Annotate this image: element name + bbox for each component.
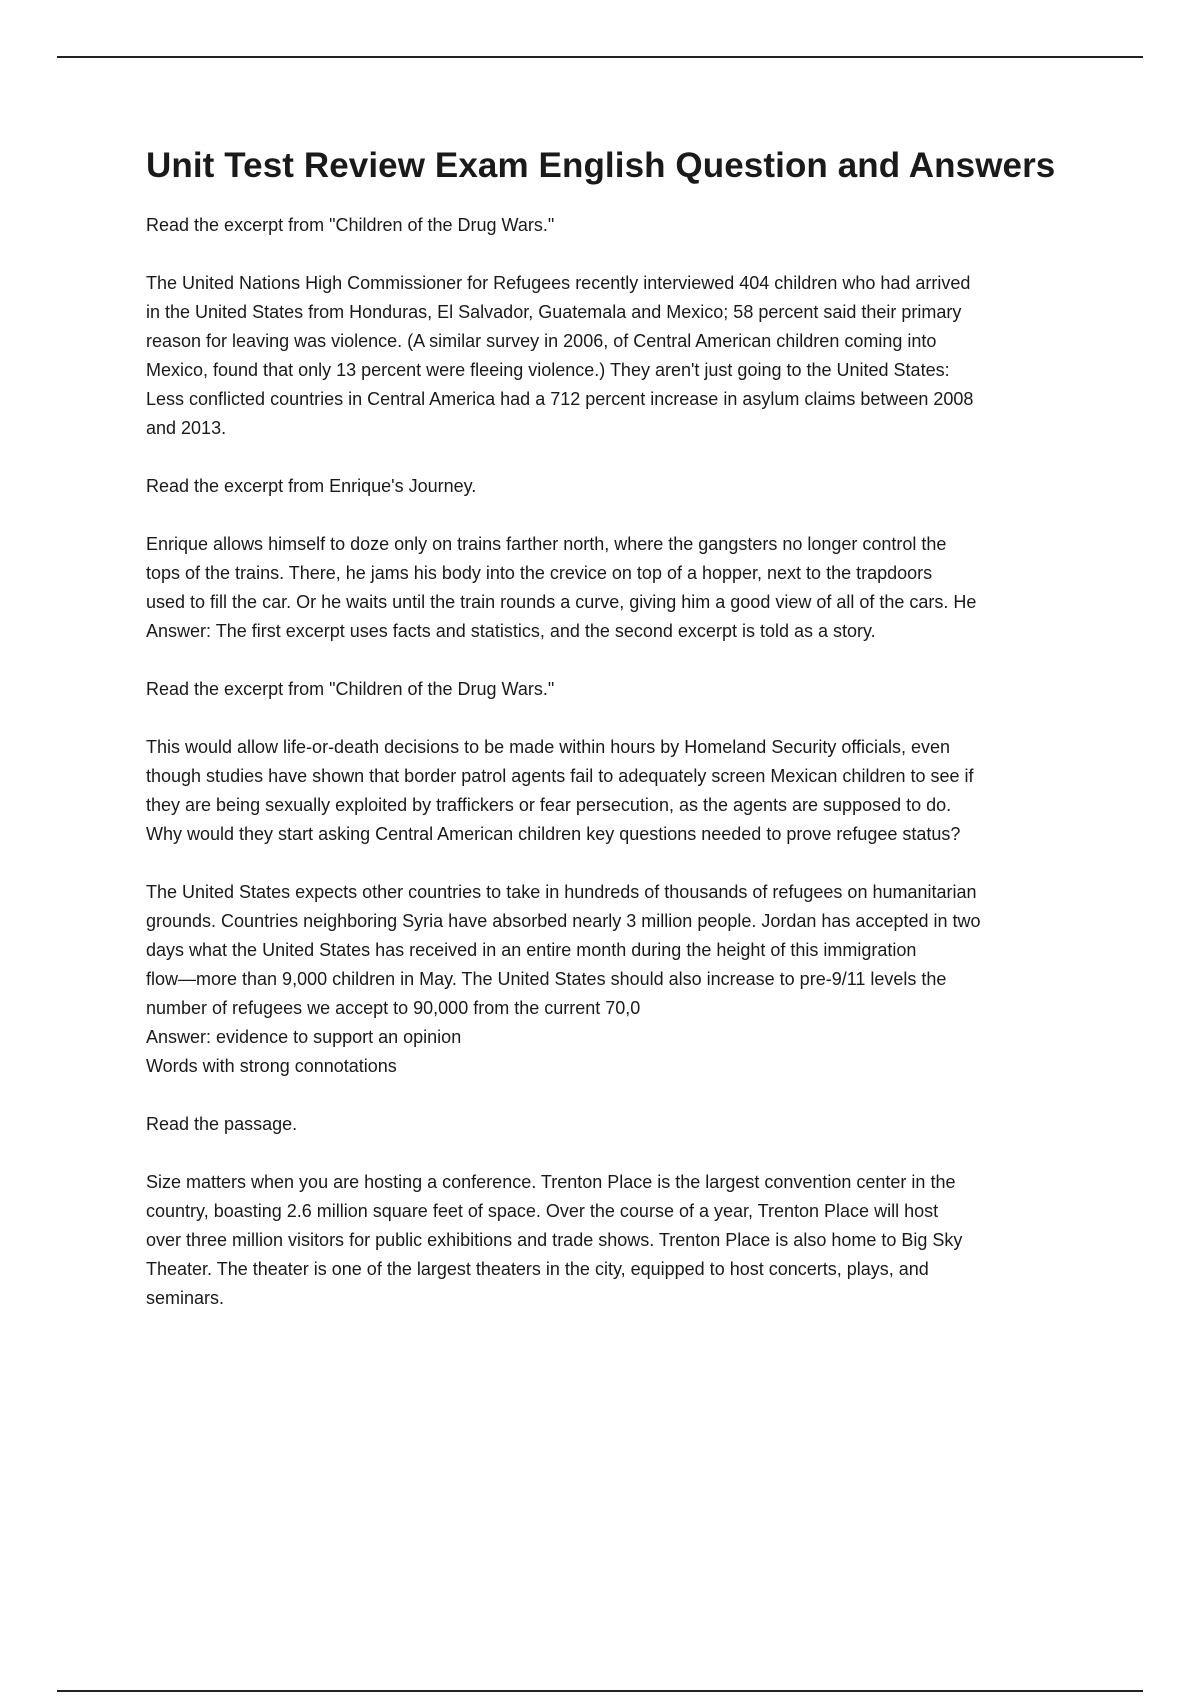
paragraph <box>146 878 1096 1081</box>
text-line: Answer: The first excerpt uses facts and statistics, and the second excerpt is told as a story. <box>146 621 876 641</box>
text-line: country, boasting 2.6 million square feet of space. Over the course of a year, Trenton Place will host <box>146 1201 939 1221</box>
text-line: tops of the trains. There, he jams his body into the crevice on top of a hopper, next to the trapdoors <box>146 563 933 583</box>
text-line: Enrique allows himself to doze only on trains farther north, where the gangsters no longer control the <box>146 534 947 554</box>
text-line: reason for leaving was violence. (A similar survey in 2006, of Central American children coming into <box>146 331 937 351</box>
paragraph <box>146 211 1096 240</box>
text-line: days what the United States has received in an entire month during the height of this immigration <box>146 940 917 960</box>
document-body <box>146 146 1096 1342</box>
text-line: used to fill the car. Or he waits until the train rounds a curve, giving him a good view of all of the cars. He <box>146 592 977 612</box>
paragraph <box>146 1110 1096 1139</box>
text-line: over three million visitors for public exhibitions and trade shows. Trenton Place is also home to Big Sky <box>146 1230 963 1250</box>
text-line: This would allow life-or-death decisions to be made within hours by Homeland Security officials, even <box>146 737 951 757</box>
top-rule <box>57 56 1143 58</box>
text-line: Words with strong connotations <box>146 1056 397 1076</box>
text-line: Read the excerpt from "Children of the Drug Wars." <box>146 679 555 699</box>
bottom-rule <box>57 1690 1143 1692</box>
text-line: though studies have shown that border patrol agents fail to adequately screen Mexican children to see if <box>146 766 974 786</box>
text-line: Theater. The theater is one of the largest theaters in the city, equipped to host concerts, plays, and <box>146 1259 929 1279</box>
text-line: flow—more than 9,000 children in May. The United States should also increase to pre-9/11 levels the <box>146 969 947 989</box>
paragraph <box>146 675 1096 704</box>
text-line: Read the excerpt from "Children of the Drug Wars." <box>146 215 555 235</box>
text-line: Size matters when you are hosting a conference. Trenton Place is the largest convention center in the <box>146 1172 956 1192</box>
text-line: Read the passage. <box>146 1114 298 1134</box>
text-line: Answer: evidence to support an opinion <box>146 1027 462 1047</box>
paragraph <box>146 472 1096 501</box>
paragraph <box>146 733 1096 849</box>
text-line: grounds. Countries neighboring Syria have absorbed nearly 3 million people. Jordan has accepted in two <box>146 911 981 931</box>
text-line: seminars. <box>146 1288 225 1308</box>
page-title: Unit Test Review Exam English Question and Answers <box>146 146 1056 185</box>
text-line: and 2013. <box>146 418 227 438</box>
text-line: in the United States from Honduras, El Salvador, Guatemala and Mexico; 58 percent said their primary <box>146 302 962 322</box>
text-line: they are being sexually exploited by traffickers or fear persecution, as the agents are supposed to do. <box>146 795 952 815</box>
paragraph <box>146 1168 1096 1313</box>
text-line: Mexico, found that only 13 percent were fleeing violence.) They aren't just going to the United States: <box>146 360 950 380</box>
text-line: Why would they start asking Central American children key questions needed to prove refugee status? <box>146 824 961 844</box>
text-line: The United States expects other countries to take in hundreds of thousands of refugees on humanitarian <box>146 882 977 902</box>
text-line: Less conflicted countries in Central America had a 712 percent increase in asylum claims between 2008 <box>146 389 974 409</box>
text-line: number of refugees we accept to 90,000 from the current 70,0 <box>146 998 641 1018</box>
paragraph <box>146 269 1096 443</box>
paragraph <box>146 530 1096 646</box>
paragraph-list <box>146 211 1096 1313</box>
text-line: The United Nations High Commissioner for Refugees recently interviewed 404 children who had arrived <box>146 273 971 293</box>
text-line: Read the excerpt from Enrique's Journey. <box>146 476 477 496</box>
